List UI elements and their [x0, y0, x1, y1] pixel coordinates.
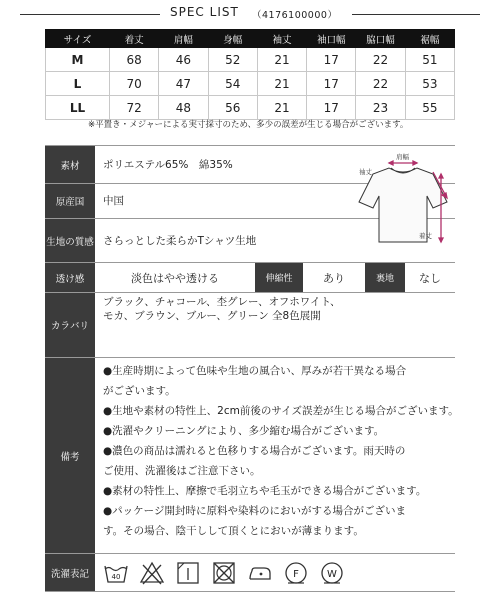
iron-low-icon — [247, 560, 273, 586]
size-label: L — [46, 72, 110, 96]
lining-label: 裏地 — [365, 263, 405, 292]
remark-line: す。その場合、陰干しして頂くとにおいが薄まります。 — [103, 525, 364, 537]
remark-line: ●生産時期によって色味や生地の風合い、厚みが若干異なる場合 — [103, 365, 407, 377]
spec-info — [45, 145, 459, 585]
tshirt-measurement-illustration — [353, 150, 453, 258]
shoulder-width-label: 肩幅 — [396, 153, 409, 161]
table-cell: 21 — [257, 96, 306, 120]
measurement-note: ※平置き・メジャーによる実寸採寸のため、多少の誤差が生じる場合がございます。 — [88, 120, 409, 130]
table-cell: 70 — [110, 72, 159, 96]
origin-value: 中国 — [103, 195, 124, 207]
table-cell: 47 — [159, 72, 208, 96]
line-dry-shade-icon — [175, 560, 201, 586]
table-cell: 46 — [159, 48, 208, 72]
svg-text:F: F — [293, 568, 299, 580]
table-cell: 72 — [110, 96, 159, 120]
table-cell: 56 — [208, 96, 257, 120]
lining-value: なし — [419, 271, 441, 285]
table-cell: 23 — [356, 96, 405, 120]
no-bleach-icon — [139, 560, 165, 586]
table-cell: 21 — [257, 72, 306, 96]
size-label: M — [46, 48, 110, 72]
table-cell: 22 — [356, 48, 405, 72]
table-cell: 68 — [110, 48, 159, 72]
remark-line: がございます。 — [103, 385, 176, 397]
remarks-row — [45, 358, 459, 554]
spec-header — [0, 0, 500, 28]
stretch-label: 伸縮性 — [255, 263, 303, 292]
remark-line: ●素材の特性上、摩擦で毛羽立ちや毛玉ができる場合がございます。 — [103, 485, 427, 497]
table-cell: 17 — [307, 72, 356, 96]
material-value: ポリエステル65% 綿35% — [103, 159, 233, 171]
col-header: サイズ — [46, 30, 110, 48]
col-header: 裾幅 — [405, 30, 454, 48]
table-cell: 54 — [208, 72, 257, 96]
laundry-row — [45, 554, 455, 592]
no-tumble-dry-icon — [211, 560, 237, 586]
table-cell: 53 — [405, 72, 454, 96]
dry-clean-f-icon — [283, 560, 309, 586]
laundry-label: 洗濯表記 — [45, 554, 95, 591]
col-header: 袖口幅 — [307, 30, 356, 48]
remark-line: ●濃色の商品は濡れると色移りする場合がございます。雨天時の — [103, 445, 406, 457]
sheer-label: 透け感 — [45, 263, 95, 292]
laundry-icons — [103, 554, 355, 591]
col-header: 袖丈 — [257, 30, 306, 48]
table-cell: 51 — [405, 48, 454, 72]
table-row — [46, 96, 455, 120]
table-cell: 48 — [159, 96, 208, 120]
product-code: （4176100000） — [252, 10, 338, 21]
table-cell: 21 — [257, 48, 306, 72]
material-label: 素材 — [45, 146, 95, 183]
origin-label: 原産国 — [45, 184, 95, 218]
svg-text:40: 40 — [111, 572, 121, 581]
remark-line: ●洗濯やクリーニングにより、多少縮む場合がございます。 — [103, 425, 385, 437]
stretch-value: あり — [323, 271, 345, 285]
table-cell: 52 — [208, 48, 257, 72]
body-length-label: 着丈 — [419, 232, 432, 240]
table-cell: 17 — [307, 48, 356, 72]
table-cell: 55 — [405, 96, 454, 120]
remark-line: ●生地や素材の特性上、2cm前後のサイズ誤差が生じる場合がございます。 — [103, 405, 459, 417]
table-cell: 17 — [307, 96, 356, 120]
sleeve-length-label: 袖丈 — [359, 168, 372, 176]
size-table — [45, 29, 455, 120]
header-rule-left — [20, 14, 160, 15]
table-cell: 22 — [356, 72, 405, 96]
colors-row — [45, 293, 455, 358]
colors-line-1: ブラック、チャコール、杢グレー、オフホワイト、 — [103, 296, 341, 308]
table-row — [46, 72, 455, 96]
svg-text:W: W — [327, 568, 337, 580]
colors-label: カラバリ — [45, 293, 95, 357]
wet-clean-w-icon — [319, 560, 345, 586]
table-row — [46, 48, 455, 72]
sheer-value: 淡色はやや透ける — [131, 271, 219, 285]
texture-value: さらっとした柔らかTシャツ生地 — [103, 235, 257, 247]
wash-40-icon — [103, 560, 129, 586]
remark-line: ご使用、洗濯後はご注意下さい。 — [103, 465, 261, 477]
attributes-row — [45, 263, 455, 293]
col-header: 肩幅 — [159, 30, 208, 48]
header-rule-right — [352, 14, 480, 15]
colors-line-2: モカ、ブラウン、ブルー、グリーン 全8色展開 — [103, 310, 321, 322]
texture-label: 生地の質感 — [45, 219, 95, 262]
col-header: 身幅 — [208, 30, 257, 48]
size-label: LL — [46, 96, 110, 120]
col-header: 脇口幅 — [356, 30, 405, 48]
size-table-header — [46, 30, 455, 48]
remarks-label: 備考 — [45, 358, 95, 553]
remark-line: ●パッケージ開封時に原料や染料のにおいがする場合がございま — [103, 505, 406, 517]
col-header: 着丈 — [110, 30, 159, 48]
spec-title: SPEC LIST — [170, 5, 239, 19]
